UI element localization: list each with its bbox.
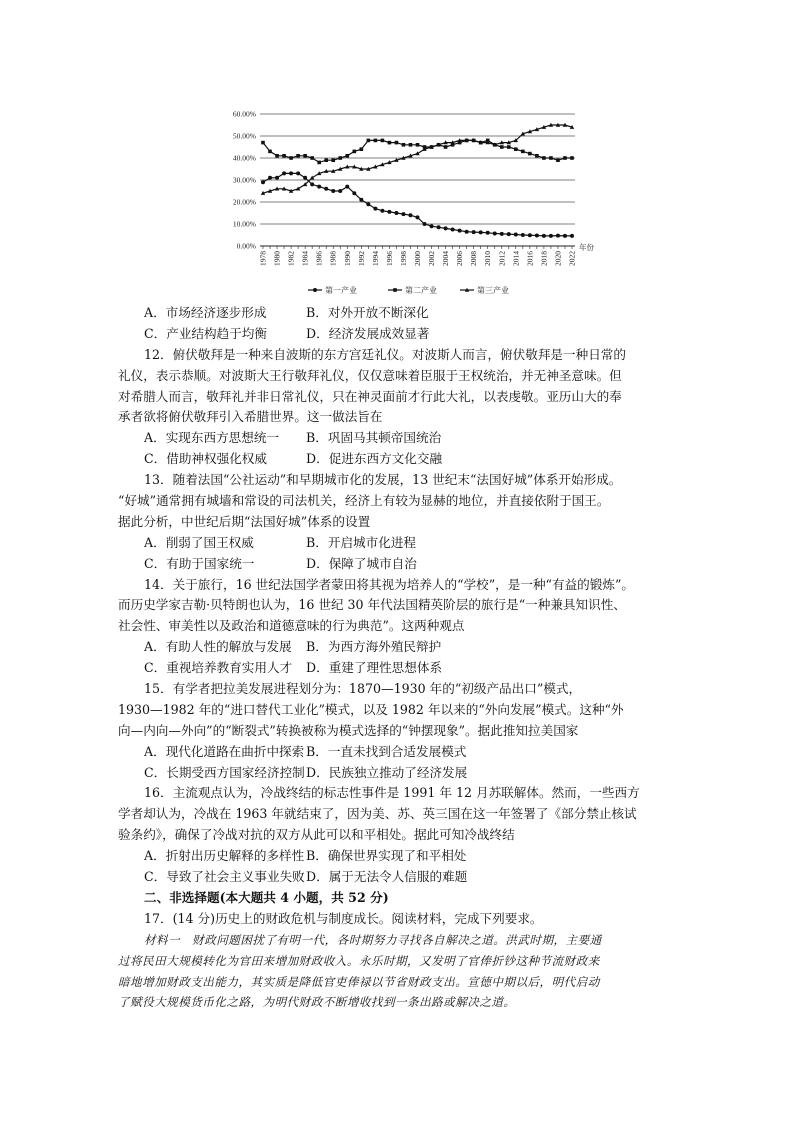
data-point: [570, 156, 574, 160]
question-text-line: 承者欲将俯伏敬拜引入希腊世界。这一做法旨在: [118, 409, 383, 425]
x-tick-label: 1992: [356, 251, 366, 266]
question-text-line: 15．有学者把拉美发展进程划分为：1870—1930 年的“初级产品出口”模式，: [144, 681, 582, 697]
data-point: [486, 231, 490, 235]
data-point: [352, 150, 356, 154]
x-tick-label: 1994: [370, 251, 380, 266]
data-point: [444, 226, 448, 230]
x-tick-label: 1996: [384, 251, 394, 266]
x-tick-label: 2008: [469, 251, 479, 266]
x-tick-label: 1986: [314, 251, 324, 266]
x-tick-label: 2012: [497, 251, 507, 266]
x-tick-label: 2006: [455, 251, 465, 266]
answer-options-row: [118, 554, 678, 575]
data-point: [381, 139, 385, 143]
data-point: [261, 141, 265, 145]
data-point: [380, 209, 384, 213]
data-point: [373, 207, 377, 211]
data-point: [507, 232, 511, 236]
question-text-line: 二、非选择题(本大题共 4 小题，共 52 分): [144, 889, 389, 905]
question-text-line: 12．俯伏敬拜是一种来自波斯的东方宫廷礼仪。对波斯人而言，俯伏敬拜是一种日常的: [144, 346, 626, 362]
data-point: [275, 154, 279, 158]
data-point: [310, 156, 314, 160]
data-point: [395, 141, 399, 145]
data-point: [528, 233, 532, 237]
x-tick-label: 2020: [553, 251, 563, 266]
data-point: [556, 234, 560, 238]
question-text-line: 验条约》，确保了冷战对抗的双方从此可以和平相处。据此可知冷战终结: [118, 827, 515, 843]
data-point: [563, 234, 567, 238]
y-tick-label: 60.00%: [232, 109, 256, 119]
data-point: [393, 288, 397, 292]
answer-option: D．促进东西方文化交融: [306, 451, 443, 467]
y-tick-label: 20.00%: [232, 197, 256, 207]
data-point: [479, 230, 483, 234]
data-point: [345, 185, 349, 189]
data-point: [324, 158, 328, 162]
question-text-line: 14．关于旅行，16 世纪法国学者蒙田将其视为培养人的“学校”，是一种“有益的锻炼”。: [144, 576, 634, 592]
question-text-line: 而历史学家吉勒·贝特朗也认为，16 世纪 30 年代法国精英阶层的旅行是“一种兼具知识性、: [118, 597, 626, 613]
data-point: [570, 234, 574, 238]
answer-option: B．为西方海外殖民辩护: [306, 639, 442, 655]
data-point: [345, 154, 349, 158]
answer-option: D．重建了理性思想体系: [306, 660, 443, 676]
legend-label: 第一产业: [325, 286, 357, 295]
answer-options-row: [118, 846, 678, 867]
data-point: [402, 143, 406, 147]
data-point: [430, 224, 434, 228]
x-tick-label: 2002: [427, 251, 437, 266]
material-text-line: 暗地增加财政支出能力，其实质是降低官吏俸禄以节省财政支出。宣德中期以后，明代启动: [118, 974, 600, 989]
answer-option: C．有助于国家统一: [144, 555, 255, 571]
answer-options-row: [118, 303, 678, 324]
data-point: [408, 213, 412, 217]
answer-option: A．削弱了国王权威: [144, 534, 254, 550]
answer-option: B．一直未找到合适发展模式: [306, 743, 467, 759]
data-point: [282, 171, 286, 175]
x-tick-label: 2022: [567, 251, 577, 266]
series-line: [263, 125, 572, 193]
question-text-line: 礼仪，表示恭顺。对波斯大王行敬拜礼仪，仅仅意味着臣服于王权统治，并无神圣意味。但: [118, 367, 622, 383]
data-point: [338, 189, 342, 193]
data-point: [542, 234, 546, 238]
data-point: [451, 228, 455, 232]
series-line: [263, 173, 572, 235]
data-point: [423, 222, 427, 226]
data-point: [303, 176, 307, 180]
data-point: [317, 185, 321, 189]
x-tick-label: 1982: [286, 251, 296, 266]
data-point: [514, 147, 518, 151]
answer-options-row: [118, 867, 678, 888]
question-text-line: 社会性、审美性以及政治和道德意味的行为典范”。这两种观点: [118, 618, 465, 634]
x-tick-label: 2004: [441, 251, 451, 266]
answer-options-row: [118, 533, 678, 554]
y-tick-label: 30.00%: [232, 175, 256, 185]
data-point: [549, 234, 553, 238]
data-point: [388, 141, 392, 145]
question-text-line: 16．主流观点认为，冷战终结的标志性事件是 1991 年 12 月苏联解体。然而，一些西方: [144, 785, 640, 801]
data-point: [500, 232, 504, 236]
answer-option: D．民族独立推动了经济发展: [306, 764, 468, 780]
answer-option: A．有助人性的解放与发展: [144, 639, 292, 655]
answer-option: A．折射出历史解释的多样性: [144, 848, 305, 864]
data-point: [317, 161, 321, 165]
series-triangle: [261, 123, 574, 195]
y-tick-label: 0.00%: [236, 241, 256, 251]
data-point: [289, 156, 293, 160]
answer-option: C．长期受西方国家经济控制: [144, 764, 305, 780]
answer-options-row: [118, 449, 678, 470]
data-point: [514, 233, 518, 237]
industry-share-line-chart: [220, 104, 640, 304]
question-text-line: 13．随着法国“公社运动”和早期城市化的发展，13 世纪末“法国好城”体系开始形成。: [144, 472, 622, 488]
data-point: [521, 150, 525, 154]
data-point: [409, 143, 413, 147]
data-point: [331, 189, 335, 193]
data-point: [535, 154, 539, 158]
answer-options-row: [118, 428, 678, 449]
answer-option: C．导致了社会主义事业失败: [144, 869, 305, 885]
data-point: [331, 158, 335, 162]
data-point: [296, 171, 300, 175]
answer-option: C．重视培养教育实用人才: [144, 660, 293, 676]
data-point: [360, 147, 364, 151]
question-text-line: 据此分析，中世纪后期“法国好城”体系的设置: [118, 513, 371, 529]
answer-option: D．经济发展成效显著: [306, 325, 430, 341]
data-point: [528, 152, 532, 156]
data-point: [416, 215, 420, 219]
answer-option: B．开启城市化进程: [306, 534, 417, 550]
data-point: [507, 145, 511, 149]
y-tick-label: 10.00%: [232, 219, 256, 229]
data-point: [324, 187, 328, 191]
data-point: [387, 210, 391, 214]
data-point: [313, 288, 317, 292]
x-axis-tick-labels: [259, 251, 577, 266]
question-text-line: 对希腊人而言，敬拜礼并非日常礼仪，只在神灵面前才行此大礼，以表虔敬。亚历山大的奉: [118, 388, 622, 404]
data-point: [500, 145, 504, 149]
answer-option: B．确保世界实现了和平相处: [306, 848, 467, 864]
data-point: [366, 202, 370, 206]
data-point: [549, 156, 553, 160]
data-point: [268, 150, 272, 154]
question-text-line: 17．(14 分)历史上的财政危机与制度成长。阅读材料，完成下列要求。: [144, 910, 543, 926]
data-point: [521, 233, 525, 237]
answer-options-row: [118, 742, 678, 763]
x-tick-label: 1984: [300, 251, 310, 266]
answer-option: A．实现东西方思想统一: [144, 430, 280, 446]
answer-option: D．属于无法令人信服的难题: [306, 869, 468, 885]
x-axis-label: 年份: [579, 243, 594, 252]
legend-label: 第三产业: [477, 286, 509, 295]
x-tick-label: 2018: [539, 251, 549, 266]
x-tick-label: 1978: [258, 251, 268, 266]
data-point: [535, 233, 539, 237]
data-point: [268, 176, 272, 180]
question-text-line: 1930—1982 年的“进口替代工业化”模式，以及 1982 年以来的“外向发展”模式。这种“外: [118, 701, 624, 717]
answer-options-row: [118, 324, 678, 345]
data-point: [458, 229, 462, 233]
data-point: [310, 182, 314, 186]
x-tick-label: 1998: [398, 251, 408, 266]
data-point: [296, 154, 300, 158]
answer-option: C．产业结构趋于均衡: [144, 325, 267, 341]
data-point: [437, 225, 441, 229]
question-text-line: “好城”通常拥有城墙和常设的司法机关，经济上有较为显赫的地位，并直接依附于国王。: [118, 493, 610, 509]
data-point: [416, 143, 420, 147]
data-point: [394, 211, 398, 215]
chart-legend: [308, 285, 509, 295]
x-tick-label: 2010: [483, 251, 493, 266]
data-point: [359, 198, 363, 202]
x-tick-label: 2014: [511, 251, 521, 266]
x-tick-label: 1988: [328, 251, 338, 266]
data-point: [374, 139, 378, 143]
data-point: [261, 180, 265, 184]
data-point: [367, 139, 371, 143]
data-point: [401, 212, 405, 216]
data-point: [465, 230, 469, 234]
answer-option: A．市场经济逐步形成: [144, 305, 267, 320]
x-tick-label: 1990: [342, 251, 352, 266]
x-axis: [260, 246, 575, 249]
legend-label: 第二产业: [405, 286, 437, 295]
data-point: [542, 156, 546, 160]
question-text-line: 向—内向—外向”的“断裂式”转换被称为模式选择的“钟摆现象”。据此推知拉美国家: [118, 722, 579, 738]
y-axis-tick-labels: [233, 110, 256, 251]
data-point: [444, 145, 448, 149]
y-tick-label: 50.00%: [232, 131, 256, 141]
question-text-line: 学者却认为，冷战在 1963 年就结束了，因为美、苏、英三国在这一年签署了《部分禁止核试: [118, 806, 637, 822]
x-tick-label: 2016: [525, 251, 535, 266]
exam-question-text: [118, 303, 678, 1013]
y-tick-label: 40.00%: [232, 153, 256, 163]
answer-options-row: [118, 763, 678, 784]
data-point: [563, 156, 567, 160]
answer-option: D．保障了城市自治: [306, 555, 417, 571]
data-point: [275, 176, 279, 180]
answer-option: A．现代化道路在曲折中探索: [144, 743, 305, 759]
x-tick-label: 1980: [272, 251, 282, 266]
data-point: [289, 171, 293, 175]
material-text-line: 材料一 财政问题困扰了有明一代，各时期努力寻找各自解决之道。洪武时期，主要通: [144, 932, 602, 947]
data-point: [352, 191, 356, 195]
data-point: [338, 156, 342, 160]
material-text-line: 过将民田大规模转化为官田来增加财政收入。永乐时期，又发明了官俸折钞这种节流财政来: [118, 953, 600, 968]
material-text-line: 了赋役大规模货币化之路，为明代财政不断增收找到一条出路或解决之道。: [118, 995, 516, 1010]
answer-option: B．巩固马其顿帝国统治: [306, 430, 442, 446]
data-point: [472, 230, 476, 234]
x-tick-label: 2000: [413, 251, 422, 266]
data-point: [493, 231, 497, 235]
answer-options-row: [118, 637, 678, 658]
data-point: [303, 154, 307, 158]
answer-option: C．借助神权强化权威: [144, 451, 267, 467]
data-point: [282, 154, 286, 158]
answer-options-row: [118, 658, 678, 679]
answer-option: B．对外开放不断深化: [306, 305, 429, 320]
data-point: [556, 158, 560, 162]
